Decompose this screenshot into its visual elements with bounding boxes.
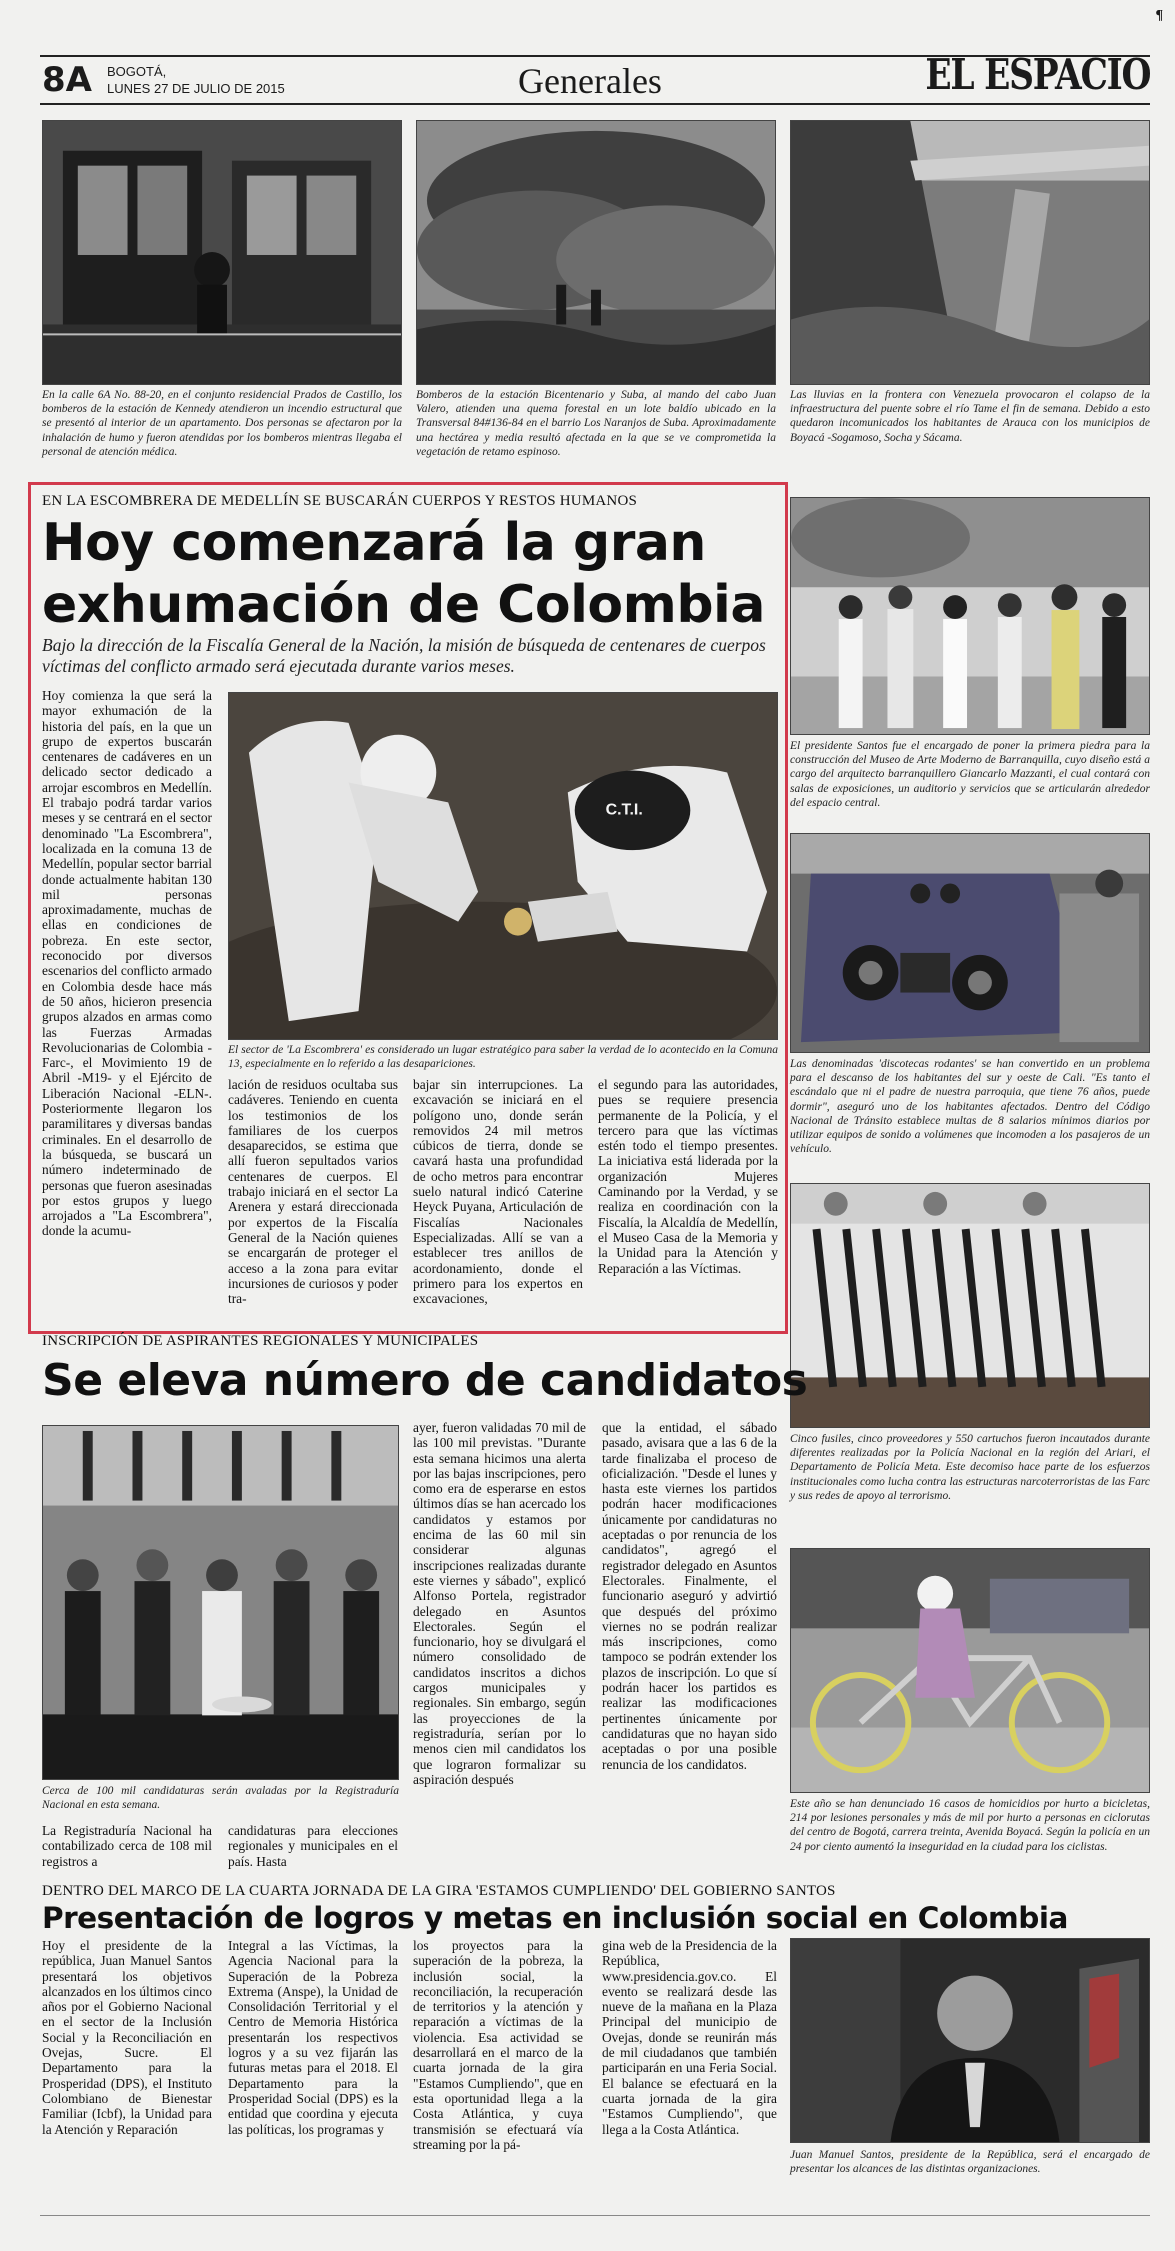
- lead-column-3: bajar sin interrupciones. La excavación se iniciará en el polígono uno, donde serán removidos 24 mil metros cúbicos de tierra, donde se cavará hasta una profundidad de ocho metros para encontrar suelo natural indicó Caterine Heyck Puyana, Articulación de Fiscalías Nacionales Especializadas. Allí se van a establecer tres anillos de acordonamiento, donde el primero para los expertos en excavaciones,: [413, 1077, 583, 1307]
- lead-dek: Bajo la dirección de la Fiscalía General de la Nación, la misión de búsqueda de centenares de cuerpos víctimas del conflicto armado será ejecutada durante varios meses.: [42, 635, 766, 676]
- lead-kicker: EN LA ESCOMBRERA DE MEDELLÍN SE BUSCARÁN CUERPOS Y RESTOS HUMANOS: [42, 493, 638, 509]
- santos-museum-photo: [790, 497, 1150, 735]
- cti-badge: C.T.I.: [605, 801, 643, 819]
- page-bottom-rule: [40, 2215, 1150, 2216]
- inclusion-column-1: Hoy el presidente de la república, Juan Manuel Santos presentará los objetivos alcanzados en los últimos cinco años por el Gobierno Nacional en el sector de la Inclusión Social y la Reconciliación en Ovejas, Sucre. El Departamento para la Prosperidad (DPS), el Instituto Colombiano de Bienestar Familiar (Icbf), la Unidad para la Atención y Reparación: [42, 1938, 212, 2137]
- city: BOGOTÁ,: [107, 64, 167, 79]
- candidates-column-1: La Registraduría Nacional ha contabilizado cerca de 108 mil registros a: [42, 1823, 212, 1869]
- seized-rifles-photo: [790, 1183, 1150, 1428]
- section-title: Generales: [518, 61, 662, 101]
- lead-column-2: lación de residuos ocultaba sus cadáveres. Teniendo en cuenta los testimonios de los familiares de los cuerpos desaparecidos, se estima que allí fueron sepultados varios centenares de cuerpos. El trabajo iniciará en el sector La Arenera y estará direccionada por expertos de la Fiscalía General de la Nación quienes se encargarán de proteger el acceso a la zona para evitar incursiones de curiosos y poder tra-: [228, 1077, 398, 1307]
- candidates-kicker: INSCRIPCIÓN DE ASPIRANTES REGIONALES Y MUNICIPALES: [42, 1333, 479, 1349]
- lead-column-4: el segundo para las autoridades, pues se requiere presencia permanente de la Policía, y el tercero para que las víctimas estén todo el tiempo presentes. La iniciativa está liderada por la organización Mujeres Caminando por la Verdad, y se realiza en coordinación con la Fiscalía, la Alcaldía de Medellín, el Museo Casa de la Memoria y la Unidad para la Atención y Reparación a las Víctimas.: [598, 1077, 778, 1276]
- right-caption-1: El presidente Santos fue el encargado de poner la primera piedra para la construcción del Museo de Arte Moderno de Barranquilla, cuyo diseño está a cargo del arquitecto barranquillero Giancarlo Mazzanti, el cual contará con salas de exposiciones, un auditorio y servicios que se articularán alrededor del espacio central.: [790, 740, 1150, 809]
- lead-column-1: Hoy comienza la que será la mayor exhumación de la historia del país, en la que un grupo de expertos buscarán centenares de cadáveres en un delicado sector dedicado a arrojar escombros en Medellín. El trabajo podrá tardar varios meses y se centrará en el sector denominado "La Escombrera", localizada en la comuna 13 de Medellín, popular sector barrial donde actualmente habitan 130 mil personas aproximadamente, muchas de ellas en condiciones de pobreza. En este sector, reconocido por diversos escenarios del conflicto armado en Colombia desde hace más de 50 años, hicieron presencia grupos alzados en armas como las Fuerzas Armadas Revolucionarias de Colombia -Farc-, el Movimiento 19 de Abril -M19- y el Ejército de Liberación Nacional -ELN-. Posteriormente llegaron los paramilitares y diversas bandas criminales. En el desarrollo de la búsqueda, se buscará un número indeterminado de personas que fueron asesinadas por estos grupos y luego arrojados a "La Escombrera", donde la acumu-: [42, 688, 212, 1239]
- top-caption-1: En la calle 6A No. 88-20, en el conjunto residencial Prados de Castillo, los bomberos de la estación de Kennedy atendieron un incendio estructural que se presentó al interior de un apartamento. Dos personas se afectaron por la inhalación de humo y fueron atendidas por los bomberos mientras llegaba el personal de atención médica.: [42, 389, 402, 458]
- right-caption-2: Las denominadas 'discotecas rodantes' se han convertido en un problema para el descanso de los habitantes del sur y oeste de Cali. "Es tanto el escándalo que ni el padre de nuestra parroquia, que tiene 76 años, puede dormir", aseguró uno de los habitantes afectados. Dentro del Código Nacional de Tránsito establece multas de 8 salarios mínimos diarios por utilizar equipos de sonido a volúmenes que incomoden a los pasajeros de un vehículo.: [790, 1058, 1150, 1156]
- candidates-column-2: candidaturas para elecciones regionales y municipales en el país. Hasta: [228, 1823, 398, 1869]
- candidates-column-3: ayer, fueron validadas 70 mil de las 100 mil previstas. "Durante esta semana hicimos una alerta por las bajas inscripciones, pero como era de esperarse en estos últimos días se han acercado los candidatos y estamos por encima de las 60 mil sin considerar algunas inscripciones realizadas durante este viernes y sábado", explicó Alfonso Portela, registrador delegado en Asuntos Electorales. Según el funcionario, hoy se divulgará el número consolidado de candidatos inscritos a dichos cargos municipales y regionales. Sin embargo, según las proyecciones de la registraduría, serían por lo menos cien mil candidatos los que lograron formalizar su aspiración después: [413, 1420, 586, 1787]
- candidates-headline: Se eleva número de candidatos: [42, 1355, 808, 1406]
- fire-apartment-photo: [42, 120, 402, 385]
- right-caption-3: Cinco fusiles, cinco proveedores y 550 cartuchos fueron incautados durante diferentes realizadas por la Policía Nacional en la región del Ariari, el Departamento de Policía Meta. Este decomiso hace parte de los esfuerzos institucionales como lucha contra las estructuras narcoterroristas de las Farc y sus redes de apoyo al terrorismo.: [790, 1433, 1150, 1502]
- inclusion-column-4: gina web de la Presidencia de la República, www.presidencia.gov.co. El evento se realizará desde las nueve de la mañana en la Plaza Principal del municipio de Ovejas, donde se reunirán más de mil ciudadanos que también participarán en una Feria Social. El balance se efectuará en la cuarta jornada de la gira "Estamos Cumpliendo", que llega a la Costa Atlántica.: [602, 1938, 777, 2137]
- rolling-disco-photo: [790, 833, 1150, 1053]
- top-caption-3: Las lluvias en la frontera con Venezuela provocaron el colapso de la infraestructura del puente sobre el río Tame el fin de semana. Debido a esto quedaron incomunicados los habitantes de Arauca con los municipios de Boyacá -Sogamoso, Socha y Sácama.: [790, 389, 1150, 444]
- exhumation-caption: El sector de 'La Escombrera' es considerado un lugar estratégico para saber la verdad de lo acontecido en la Comuna 13, especialmente en lo referido a las desapariciones.: [228, 1044, 778, 1071]
- inclusion-column-3: los proyectos para la superación de la pobreza, la inclusión social, la reconciliación, la recuperación de territorios y la atención y reparación a víctimas de la violencia. Esa actividad se desarrollará en el marco de la cuarta jornada de la gira "Estamos Cumpliendo", que en esta oportunidad llega a la Costa Atlántica, y cuya transmisión se efectuará vía streaming por la pá-: [413, 1938, 583, 2152]
- page-number: 8A: [42, 60, 92, 100]
- collapsed-bridge-photo: [790, 120, 1150, 385]
- registry-caption: Cerca de 100 mil candidaturas serán avaladas por la Registraduría Nacional en esta semana.: [42, 1785, 399, 1812]
- right-caption-4: Este año se han denunciado 16 casos de homicidios por hurto a bicicletas, 214 por lesiones personales y más de mil por hurto a personas en ciclorutas del centro de Bogotá, carrera treinta, Avenida Boyacá. Según la policía en un 24 por ciento aumentó la inseguridad en la ciudad para los ciclistas.: [790, 1798, 1150, 1853]
- santos-portrait-photo: [790, 1938, 1150, 2143]
- top-caption-2: Bomberos de la estación Bicentenario y Suba, al mando del cabo Juan Valero, atienden una quema forestal en un lote baldío ubicado en la Transversal 84#136-84 en el barrio Los Naranjos de Suba. Aproximadamente una hectárea y media resultó afectada en la que se ve comprometida la vegetación de retamo espinoso.: [416, 389, 776, 458]
- corner-mark-icon: ¶: [1155, 8, 1163, 23]
- inclusion-column-2: Integral a las Víctimas, la Agencia Nacional para la Superación de la Pobreza Extrema (Anspe), la Unidad de Consolidación Territorial y el Centro de Memoria Histórica presentarán los respectivos logros y a su vez fijarán las futuras metas para el 2018. El Departamento para la Prosperidad Social (DPS) es la entidad que coordina y ejecuta las políticas, los programas y: [228, 1938, 398, 2137]
- candidates-column-4: que la entidad, el sábado pasado, avisara que a las 6 de la tarde finalizaba el proceso de oficialización. "Desde el lunes y hasta este viernes los partidos podrán hacer modificaciones únicamente por candidaturas no aceptadas o por renuncia de los candidatos", agregó el registrador delegado en Asuntos Electorales. Finalmente, el funcionario aseguró y advirtió que después del próximo viernes no se podrán realizar más inscripciones, como tampoco se podrán extender los plazos de inscripción. Lo que sí podrán hacer los partidos es realizar las modificaciones pertinentes únicamente por candidaturas que no hayan sido aceptadas o por una posible renuncia de los candidatos.: [602, 1420, 777, 1772]
- newspaper-logo: EL ESPACIO: [925, 50, 1150, 99]
- lead-headline-line1: Hoy comenzará la gran: [42, 513, 706, 573]
- santos-portrait-caption: Juan Manuel Santos, presidente de la República, será el encargado de presentar los alcances de las distintas organizaciones.: [790, 2149, 1150, 2176]
- lead-headline-line2: exhumación de Colombia: [42, 575, 765, 635]
- inclusion-headline: Presentación de logros y metas en inclusión social en Colombia: [42, 1901, 1068, 1935]
- registry-photo: [42, 1425, 399, 1780]
- forest-fire-photo: [416, 120, 776, 385]
- inclusion-kicker: DENTRO DEL MARCO DE LA CUARTA JORNADA DE LA GIRA 'ESTAMOS CUMPLIENDO' DEL GOBIERNO SANTOS: [42, 1883, 836, 1899]
- exhumation-photo: [228, 692, 778, 1040]
- bicycle-photo: [790, 1548, 1150, 1793]
- date: LUNES 27 DE JULIO DE 2015: [107, 81, 285, 96]
